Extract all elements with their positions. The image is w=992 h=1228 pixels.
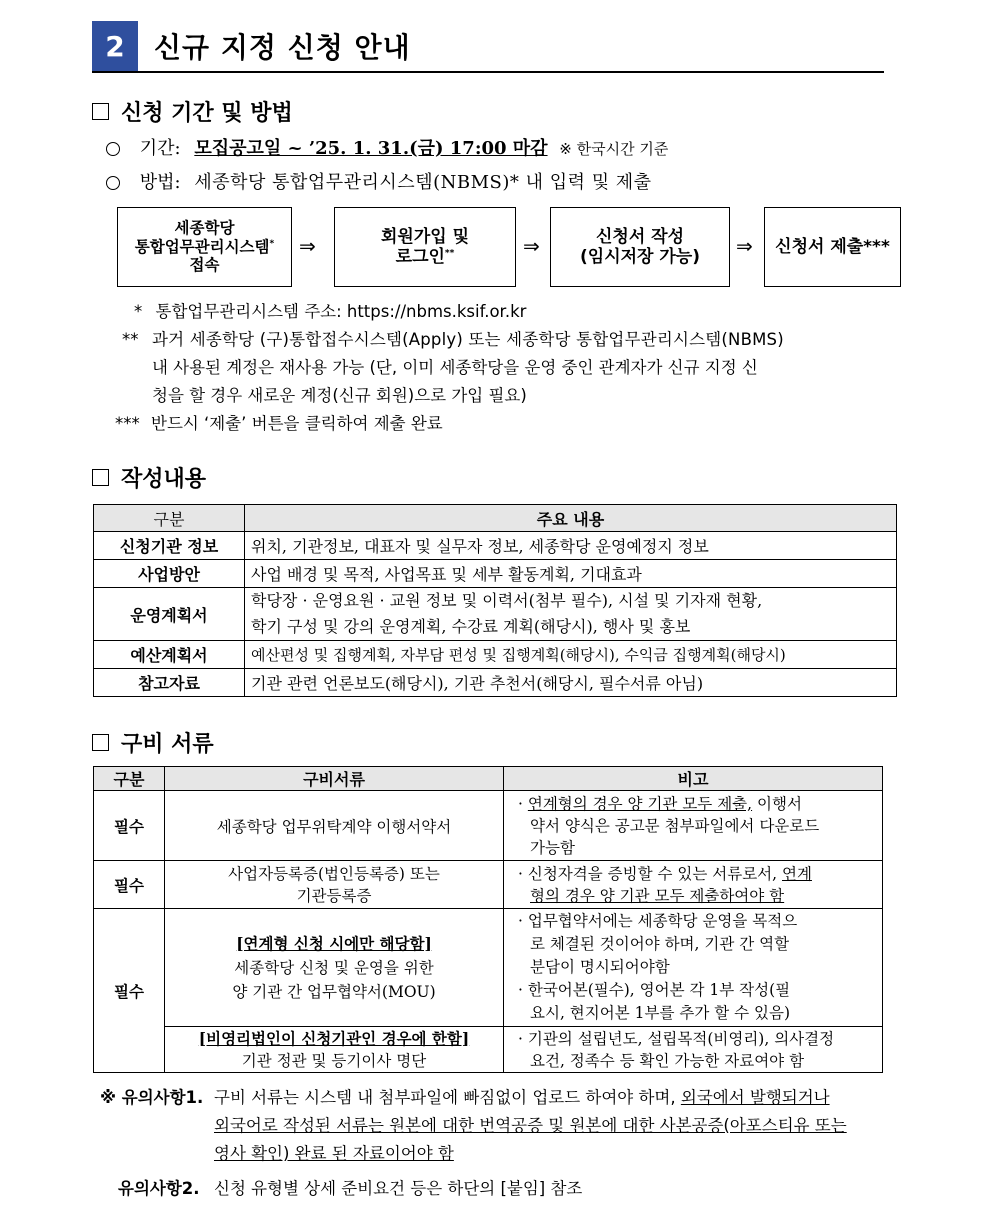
header-main-content: 주요 내용 bbox=[245, 505, 897, 532]
flow-step1-line2: 통합업무관리시스템 bbox=[134, 237, 270, 256]
caution-1-underlined: 외국어로 작성된 서류는 원본에 대한 번역공증 및 원본에 대한 사본공증(아포스티유 또는 bbox=[214, 1116, 847, 1135]
note-line4: · 한국어본(필수), 영어본 각 1부 작성(필 bbox=[518, 981, 791, 999]
row-content: 기관 관련 언론보도(해당시), 기관 추천서(해당시, 필수서류 아님) bbox=[245, 669, 897, 697]
table-row bbox=[94, 669, 897, 697]
table-row bbox=[94, 861, 883, 909]
section-title: 신규 지정 신청 안내 bbox=[154, 31, 411, 64]
period-note: ※ 한국시간 기준 bbox=[559, 140, 669, 158]
row-category: 참고자료 bbox=[94, 669, 245, 697]
doc-line2: 기관등록증 bbox=[296, 886, 372, 905]
row-note bbox=[504, 909, 883, 1027]
row-note bbox=[504, 861, 883, 909]
row-content-line2: 학기 구성 및 강의 운영계획, 수강료 계획(해당시), 행사 및 홍보 bbox=[251, 617, 691, 636]
period-line bbox=[106, 134, 668, 160]
flow-step-access bbox=[117, 207, 292, 287]
circle-bullet-icon bbox=[106, 142, 120, 156]
caution-1-mark: ※ 유의사항1. bbox=[100, 1088, 204, 1107]
heading-docs-text: 구비 서류 bbox=[121, 732, 214, 757]
docs-table bbox=[93, 766, 883, 1073]
contents-table bbox=[93, 504, 897, 697]
period-label: 기간: bbox=[139, 138, 181, 159]
header-category: 구분 bbox=[94, 505, 245, 532]
note-1-text: 통합업무관리시스템 주소: https://nbms.ksif.or.kr bbox=[155, 302, 527, 321]
note-line2: 로 체결된 것이어야 하며, 기관 간 역할 bbox=[530, 935, 790, 953]
note-line2: 약서 양식은 공고문 첨부파일에서 다운로드 bbox=[530, 816, 820, 835]
note-underlined: 연계 bbox=[782, 864, 812, 883]
doc-heading: [연계형 신청 시에만 해당함] bbox=[236, 933, 432, 953]
note-line1: · 기관의 설립년도, 설립목적(비영리), 의사결정 bbox=[518, 1029, 835, 1048]
row-content-line1: 학당장 · 운영요원 · 교원 정보 및 이력서(첨부 필수), 시설 및 기자재 현황, bbox=[251, 591, 763, 610]
note-prefix: · bbox=[518, 794, 528, 813]
note-2-line2: 내 사용된 계정은 재사용 가능 (단, 이미 세종학당을 운영 중인 관계자가 신규 지정 신 bbox=[152, 358, 758, 377]
flow-arrow-icon: ⇒ bbox=[736, 234, 753, 258]
note-underlined: 형의 경우 양 기관 모두 제출하여야 함 bbox=[530, 886, 785, 905]
note-3-text: 반드시 ‘제출’ 버튼을 클릭하여 제출 완료 bbox=[151, 414, 443, 433]
note-line3: 분담이 명시되어야함 bbox=[530, 958, 670, 976]
doc-line2: 양 기관 간 업무협약서(MOU) bbox=[232, 982, 436, 1001]
heading-period-text: 신청 기간 및 방법 bbox=[121, 101, 293, 126]
caution-1 bbox=[214, 1084, 847, 1168]
flow-step3-line1: 신청서 작성 bbox=[595, 226, 685, 247]
note-2-line3: 청을 할 경우 새로운 계정(신규 회원)으로 가입 필요) bbox=[152, 386, 527, 405]
caution-2-text: 신청 유형별 상세 준비요건 등은 하단의 [붙임] 참조 bbox=[214, 1179, 583, 1198]
table-row bbox=[94, 560, 897, 588]
heading-contents bbox=[92, 462, 206, 493]
doc-heading: [비영리법인이 신청기관인 경우에 한함] bbox=[198, 1028, 470, 1048]
method-value: 세종학당 통합업무관리시스템(NBMS)* 내 입력 및 제출 bbox=[194, 172, 652, 193]
flow-step1-sup: * bbox=[269, 238, 275, 249]
row-category: 필수 bbox=[94, 791, 165, 861]
note-text: 이행서 bbox=[752, 794, 802, 813]
flow-step4-text: 신청서 제출*** bbox=[775, 236, 890, 257]
doc-line1: 기관 정관 및 등기이사 명단 bbox=[241, 1051, 427, 1070]
heading-contents-text: 작성내용 bbox=[121, 467, 207, 492]
doc-line1: 사업자등록증(법인등록증) 또는 bbox=[228, 864, 440, 883]
note-line3: 가능함 bbox=[530, 838, 575, 857]
note-underlined: 연계형의 경우 양 기관 모두 제출, bbox=[527, 794, 753, 813]
row-note bbox=[504, 791, 883, 861]
note-2 bbox=[152, 326, 894, 410]
note-line1: · 업무협약서에는 세종학당 운영을 목적으 bbox=[518, 912, 798, 930]
flow-step-submit bbox=[764, 207, 901, 287]
flow-step1-line1: 세종학당 bbox=[174, 219, 235, 238]
period-value: 모집공고일 ~ ’25. 1. 31.(금) 17:00 마감 bbox=[194, 138, 548, 159]
header-document: 구비서류 bbox=[165, 767, 504, 791]
caution-2-mark: 유의사항2. bbox=[118, 1179, 200, 1198]
note-line5: 요시, 현지어본 1부를 추가 할 수 있음) bbox=[530, 1004, 791, 1022]
note-2-line1: 과거 세종학당 (구)통합접수시스템(Apply) 또는 세종학당 통합업무관리시스템(NBMS) bbox=[152, 330, 784, 349]
table-row bbox=[94, 1027, 883, 1073]
circle-bullet-icon bbox=[106, 176, 120, 190]
note-3 bbox=[115, 410, 443, 438]
note-1 bbox=[134, 298, 526, 326]
caution-1-text: 구비 서류는 시스템 내 첨부파일에 빠짐없이 업로드 하여야 하며, bbox=[214, 1088, 681, 1107]
row-document bbox=[165, 1027, 504, 1073]
flow-step-write bbox=[550, 207, 730, 287]
note-line2: 요건, 정족수 등 확인 가능한 자료여야 함 bbox=[530, 1051, 805, 1070]
flow-step1-line3: 접속 bbox=[189, 256, 220, 275]
row-category: 필수 bbox=[94, 861, 165, 909]
flow-step2-line1: 회원가입 및 bbox=[380, 226, 470, 247]
row-category: 필수 bbox=[94, 909, 165, 1073]
note-1-mark: * bbox=[134, 302, 143, 321]
table-row bbox=[94, 909, 883, 1027]
row-content: 위치, 기관정보, 대표자 및 실무자 정보, 세종학당 운영예정지 정보 bbox=[245, 532, 897, 560]
flow-step-login bbox=[334, 207, 516, 287]
flow-step2-line2: 로그인 bbox=[395, 247, 445, 267]
row-category: 사업방안 bbox=[94, 560, 245, 588]
table-row bbox=[94, 641, 897, 669]
flow-step3-line2: (임시저장 가능) bbox=[580, 247, 700, 267]
caution-1-underlined: 영사 확인) 완료 된 자료이어야 함 bbox=[214, 1144, 454, 1163]
row-document bbox=[165, 909, 504, 1027]
row-category: 운영계획서 bbox=[94, 588, 245, 641]
table-header-row bbox=[94, 505, 897, 532]
table-header-row bbox=[94, 767, 883, 791]
method-label: 방법: bbox=[139, 172, 181, 193]
note-2-mark: ** bbox=[122, 330, 139, 349]
row-document: 세종학당 업무위탁계약 이행서약서 bbox=[165, 791, 504, 861]
method-line bbox=[106, 168, 652, 194]
table-row bbox=[94, 791, 883, 861]
checkbox-square-icon bbox=[92, 469, 109, 486]
section-divider bbox=[92, 71, 884, 73]
flow-arrow-icon: ⇒ bbox=[523, 234, 540, 258]
doc-line1: 세종학당 신청 및 운영을 위한 bbox=[234, 958, 434, 977]
checkbox-square-icon bbox=[92, 103, 109, 120]
row-category: 예산계획서 bbox=[94, 641, 245, 669]
row-note bbox=[504, 1027, 883, 1073]
row-content: 사업 배경 및 목적, 사업목표 및 세부 활동계획, 기대효과 bbox=[245, 560, 897, 588]
row-document bbox=[165, 861, 504, 909]
section-number: 2 bbox=[92, 21, 138, 71]
table-row bbox=[94, 532, 897, 560]
note-3-mark: *** bbox=[115, 414, 140, 433]
flow-step2-sup: ** bbox=[444, 248, 455, 259]
row-content: 예산편성 및 집행계획, 자부담 편성 및 집행계획(해당시), 수익금 집행계획(해당시) bbox=[245, 641, 897, 669]
row-category: 신청기관 정보 bbox=[94, 532, 245, 560]
row-content bbox=[245, 588, 897, 641]
flow-arrow-icon: ⇒ bbox=[299, 234, 316, 258]
heading-period bbox=[92, 96, 293, 127]
note-text: · 신청자격을 증빙할 수 있는 서류로서, bbox=[518, 864, 783, 883]
caution-1-underlined: 외국에서 발행되거나 bbox=[680, 1088, 830, 1107]
header-category: 구분 bbox=[94, 767, 165, 791]
table-row bbox=[94, 588, 897, 641]
checkbox-square-icon bbox=[92, 734, 109, 751]
header-note: 비고 bbox=[504, 767, 883, 791]
heading-docs bbox=[92, 727, 214, 758]
